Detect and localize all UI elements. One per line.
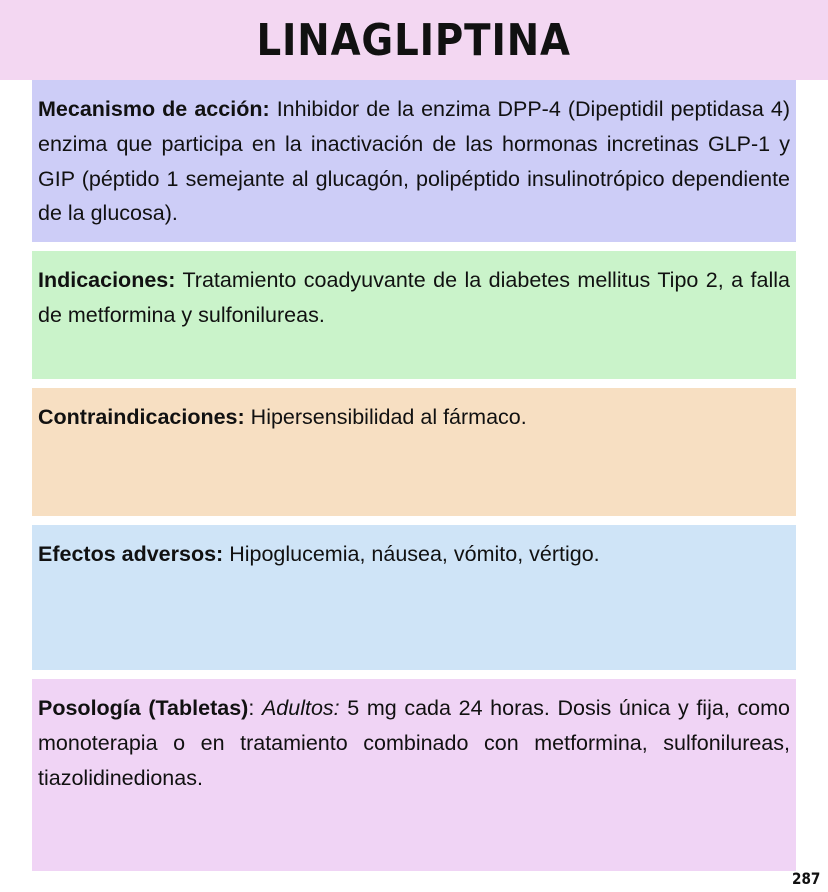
- section-indicaciones: [32, 251, 796, 379]
- section-label-posologia-suffix: :: [248, 696, 255, 720]
- section-label-posologia: Posología (Tabletas): [38, 696, 249, 720]
- section-text-contraindicaciones: Hipersensibilidad al fármaco.: [244, 405, 527, 429]
- section-label-efectos-adversos: Efectos adversos:: [38, 542, 224, 566]
- section-posologia: [32, 679, 796, 871]
- section-label-mecanismo: Mecanismo de acción:: [38, 97, 270, 121]
- section-text-efectos-adversos: Hipoglucemia, náusea, vómito, vértigo.: [223, 542, 600, 566]
- page-title: LINAGLIPTINA: [256, 14, 572, 66]
- section-contraindicaciones: [32, 388, 796, 516]
- monograph-content: [0, 80, 828, 871]
- section-text-mecanismo: Inhibidor de la enzima DPP-4 (Dipeptidil peptidasa 4) enzima que participa en la inactivación de las hormonas incretinas GLP-1 y GIP (péptido 1 semejante al glucagón, polipéptido insulinotrópico dependiente de la glucosa).: [38, 97, 790, 226]
- section-mecanismo-de-accion: [32, 80, 796, 242]
- section-label-contraindicaciones: Contraindicaciones:: [38, 405, 245, 429]
- section-text-posologia: 5 mg cada 24 horas. Dosis única y fija, como monoterapia o en tratamiento combinado con metformina, sulfonilureas, tiazolidinedionas.: [38, 696, 790, 790]
- section-efectos-adversos: [32, 525, 796, 670]
- section-text-indicaciones: Tratamiento coadyuvante de la diabetes mellitus Tipo 2, a falla de metformina y sulfonilureas.: [38, 268, 790, 327]
- section-emphasis-posologia: Adultos:: [261, 696, 340, 720]
- page-number: 287: [791, 869, 820, 888]
- section-label-indicaciones: Indicaciones:: [38, 268, 176, 292]
- page-title-bar: [0, 0, 828, 80]
